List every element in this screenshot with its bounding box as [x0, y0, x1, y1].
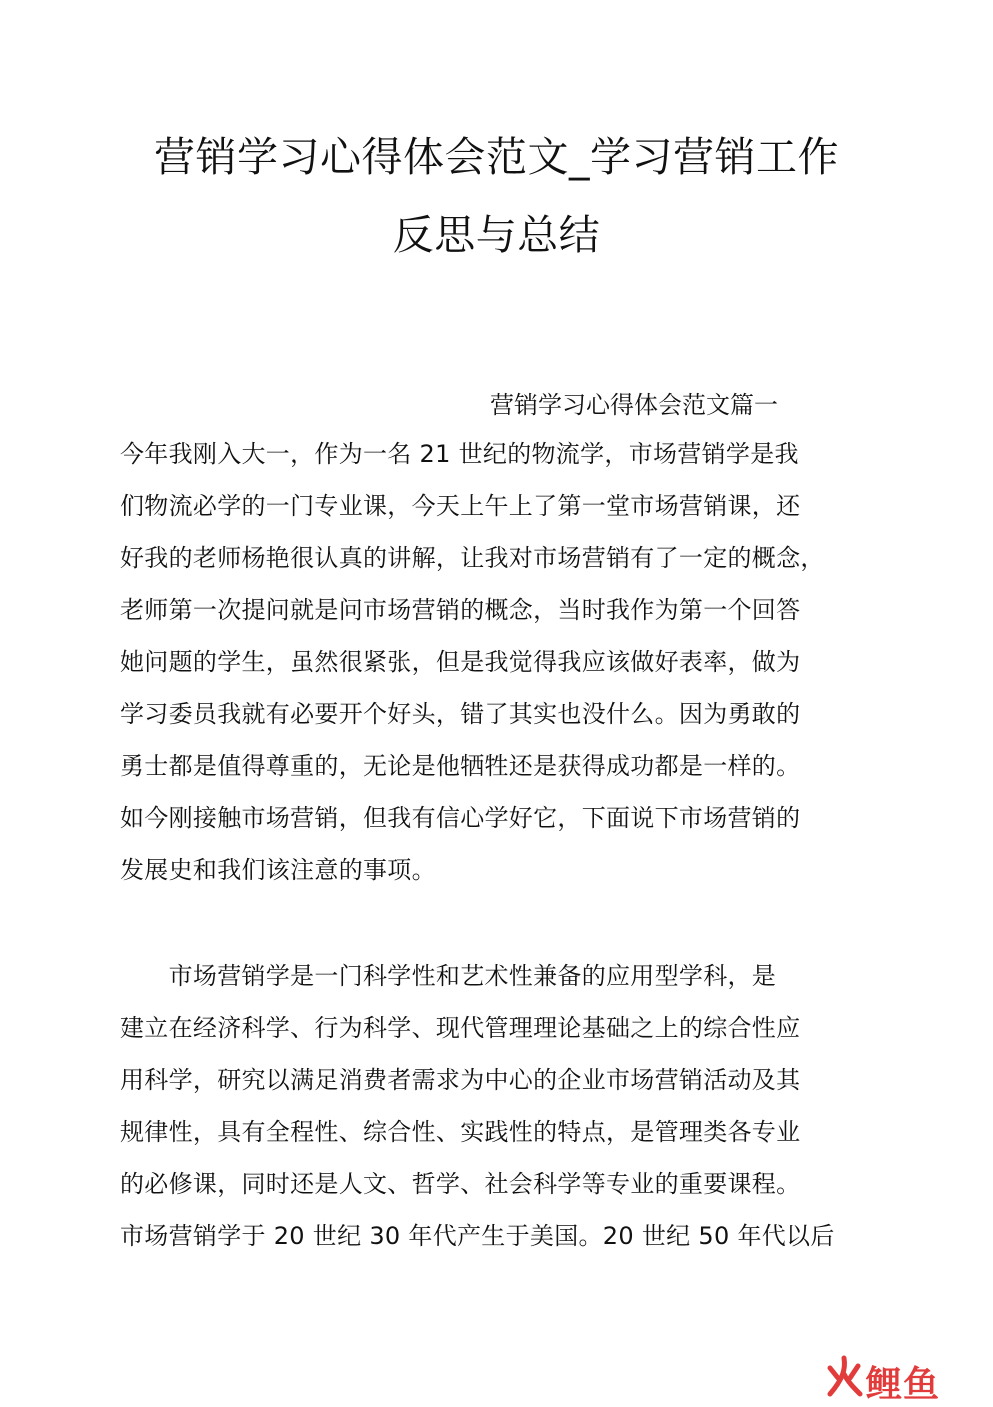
paragraph-line: 用科学，研究以满足消费者需求为中心的企业市场营销活动及其 [120, 1066, 801, 1094]
paragraph-line: 勇士都是值得尊重的，无论是他牺牲还是获得成功都是一样的。 [120, 752, 801, 780]
paragraph-line: 如今刚接触市场营销，但我有信心学好它，下面说下市场营销的 [120, 804, 801, 832]
paragraph-line: 好我的老师杨艳很认真的讲解，让我对市场营销有了一定的概念， [120, 544, 825, 572]
paragraph-line: 市场营销学是一门科学性和艺术性兼备的应用型学科，是 [120, 962, 777, 990]
fire-logo-icon [824, 1354, 864, 1398]
paragraph-line: 老师第一次提问就是问市场营销的概念，当时我作为第一个回答 [120, 596, 801, 624]
paragraph-line: 她问题的学生，虽然很紧张，但是我觉得我应该做好表率，做为 [120, 648, 801, 676]
paragraph-2 [120, 950, 890, 1262]
paragraph-line: 今年我刚入大一，作为一名 21 世纪的物流学，市场营销学是我 [120, 440, 799, 468]
watermark-logo [822, 1352, 982, 1405]
document-title-line-1: 营销学习心得体会范文_学习营销工作 [154, 133, 839, 181]
paragraph-line: 市场营销学于 20 世纪 30 年代产生于美国。20 世纪 50 年代以后 [120, 1222, 835, 1250]
paragraph-line: 规律性，具有全程性、综合性、实践性的特点，是管理类各专业 [120, 1118, 801, 1146]
watermark-text: 鲤鱼 [866, 1364, 941, 1405]
paragraph-line: 建立在经济科学、行为科学、现代管理理论基础之上的综合性应 [120, 1014, 801, 1042]
paragraph-line: 们物流必学的一门专业课，今天上午上了第一堂市场营销课，还 [120, 492, 801, 520]
paragraph-line: 学习委员我就有必要开个好头，错了其实也没什么。因为勇敢的 [120, 700, 801, 728]
paragraph-line: 的必修课，同时还是人文、哲学、社会科学等专业的重要课程。 [120, 1170, 801, 1198]
section-heading: 营销学习心得体会范文篇一 [490, 391, 778, 419]
document-title-line-2: 反思与总结 [392, 211, 601, 259]
paragraph-line: 发展史和我们该注意的事项。 [120, 856, 436, 884]
paragraph-1 [120, 428, 890, 896]
